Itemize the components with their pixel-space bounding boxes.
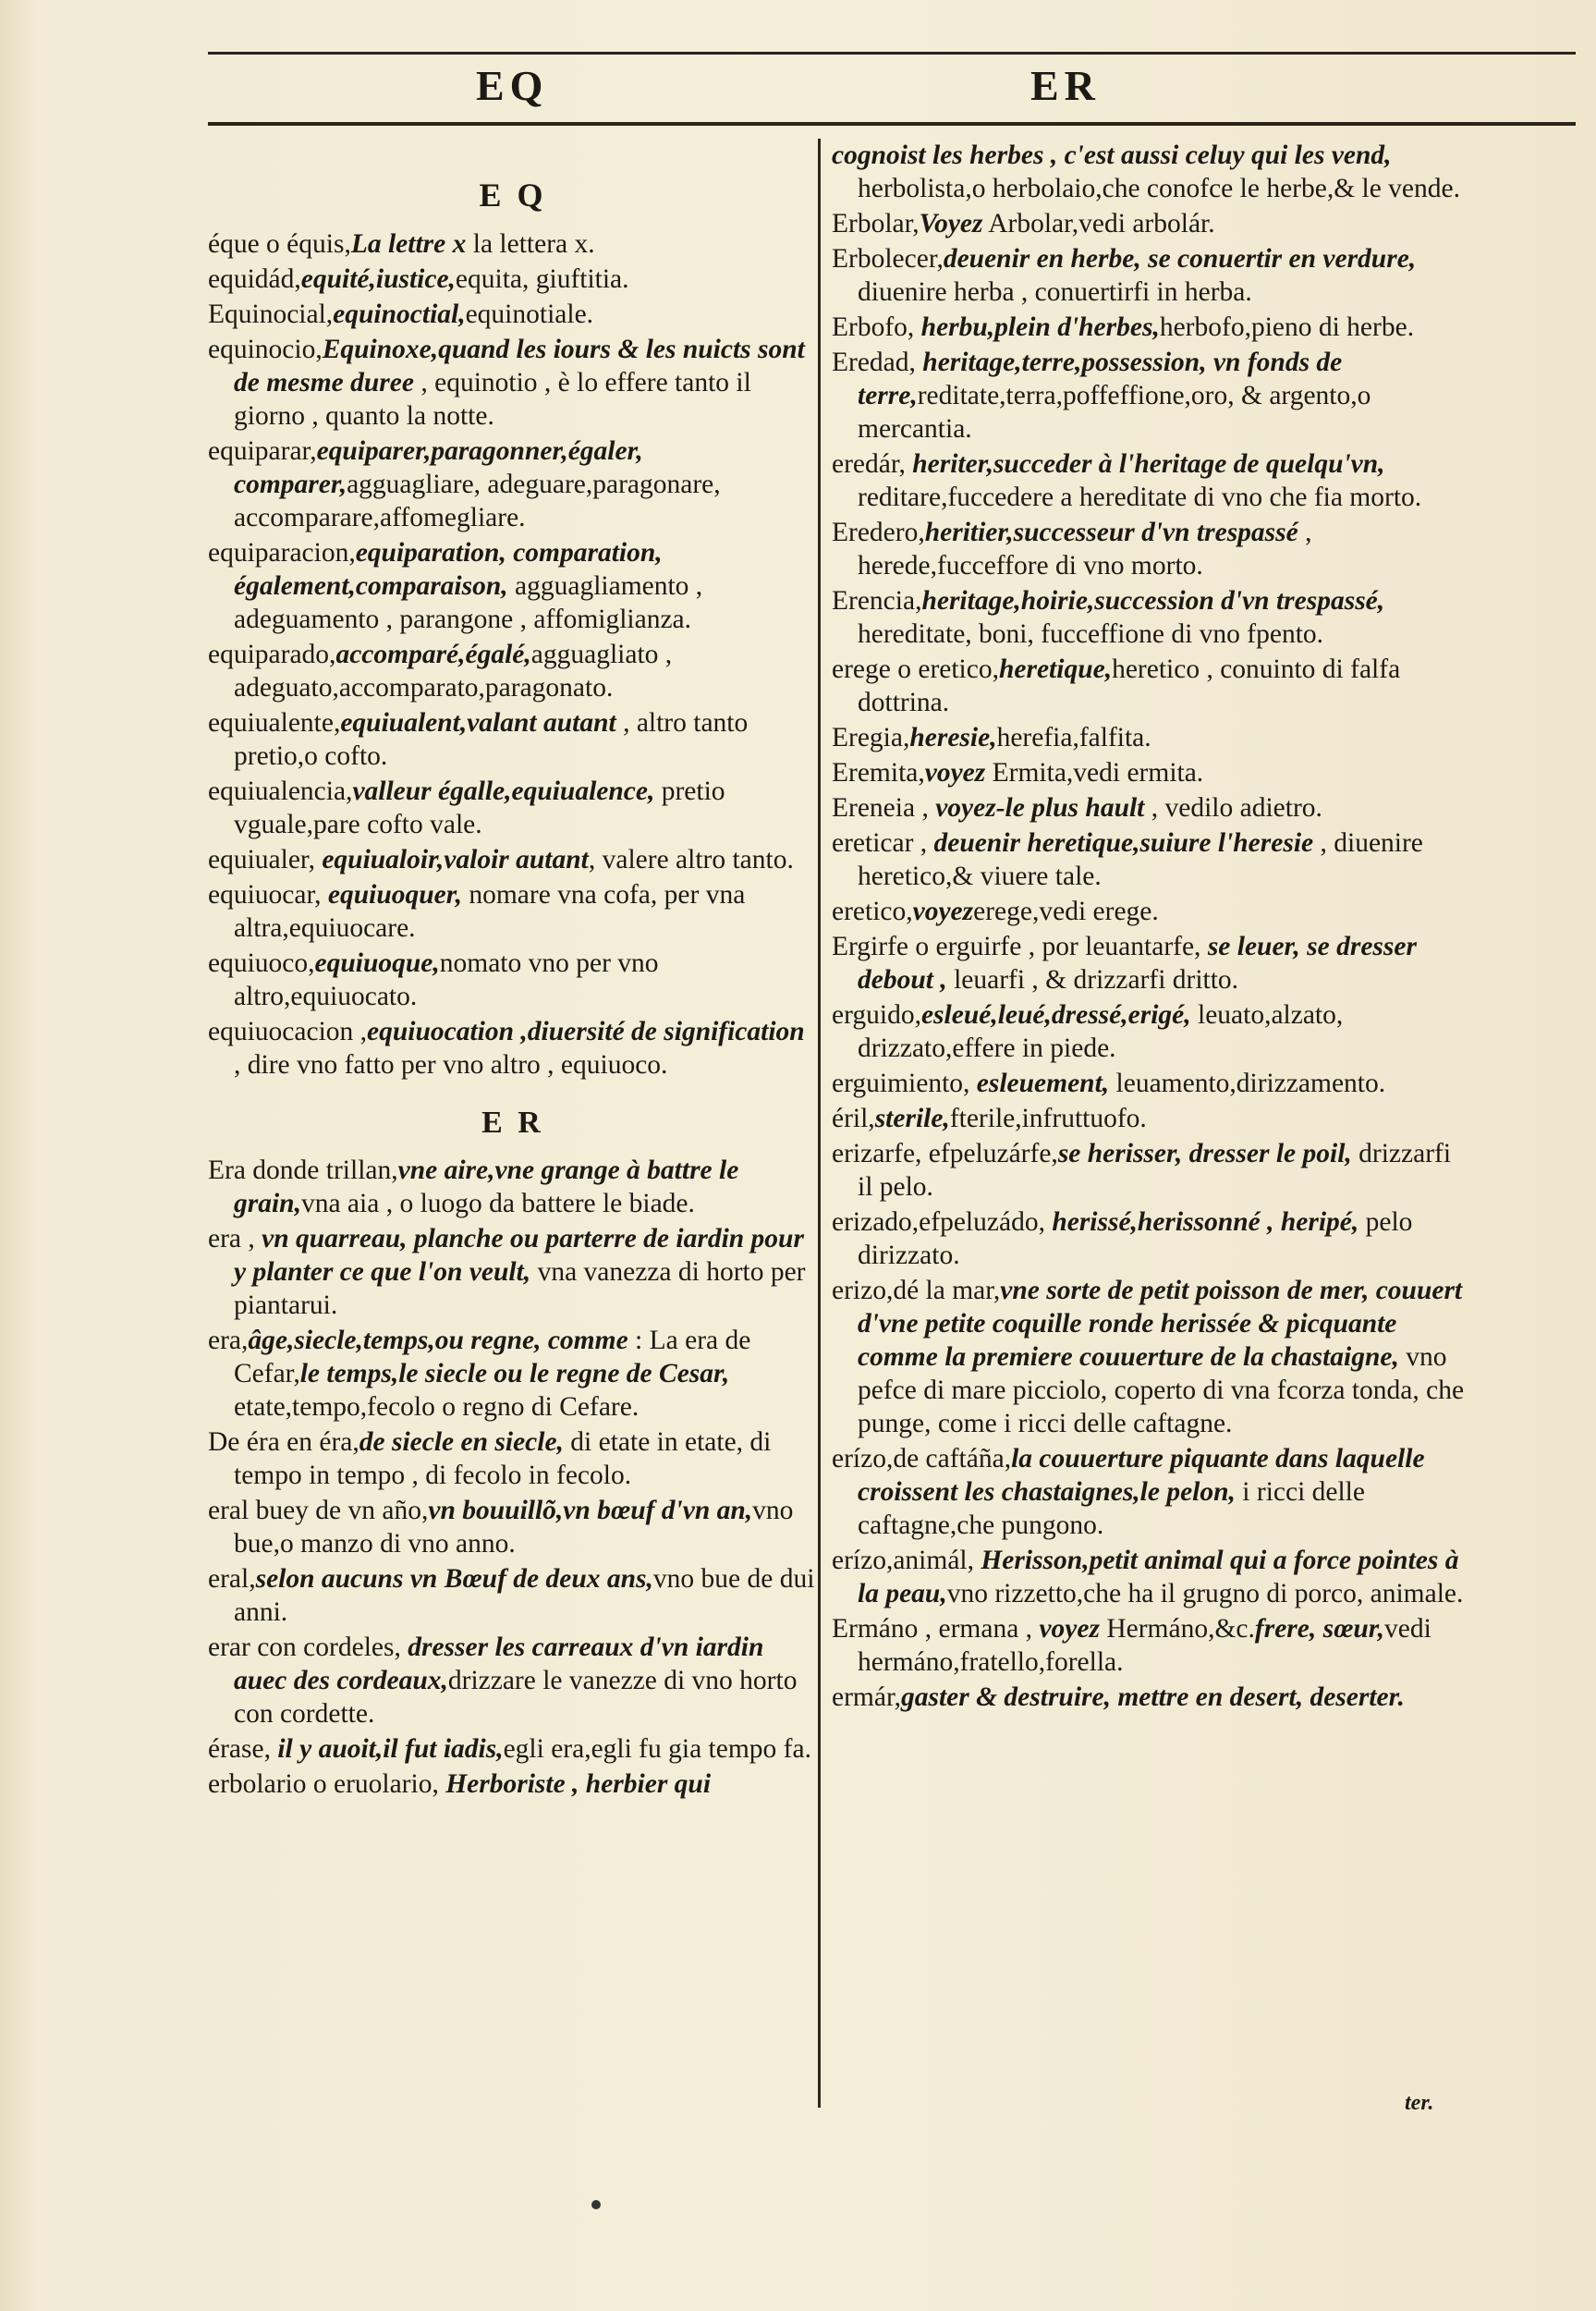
french-gloss: âge,siecle,temps,ou regne, comme	[248, 1326, 628, 1355]
dictionary-entry	[208, 947, 818, 1013]
dictionary-entry	[832, 242, 1469, 309]
french-gloss: il y auoit,il fut iadis,	[277, 1734, 504, 1764]
french-gloss: de siecle en siecle,	[359, 1427, 564, 1457]
dictionary-entry	[832, 1274, 1469, 1440]
entry-text: érase,	[208, 1734, 278, 1764]
entry-text: equinotiale.	[465, 300, 594, 329]
entry-text: Erbolecer,	[832, 244, 944, 274]
french-gloss: equiuoquer,	[327, 880, 462, 910]
entry-text: Arbolar,vedi arbolár.	[982, 209, 1215, 238]
running-head	[208, 46, 1576, 139]
entry-text: Hermáno,&c.	[1099, 1614, 1255, 1644]
french-gloss: cognoist les herbes , c'est aussi celuy qui les vend,	[832, 141, 1392, 170]
entry-text: eral buey de vn año,	[208, 1496, 429, 1525]
entry-text: vno pefce di mare picciolo, coperto di vna fcorza tonda, che punge, come i ricci delle caftagne.	[858, 1342, 1465, 1438]
entry-text: , herede,fucceffore di vno morto.	[858, 518, 1312, 581]
entry-text: vno bue de dui anni.	[234, 1564, 815, 1627]
dictionary-entry	[208, 878, 818, 945]
entry-text: heretico , conuinto di falfa dottrina.	[858, 654, 1401, 717]
entry-text: ereticar ,	[832, 828, 934, 858]
french-gloss: herissé,herissonné , heripé,	[1052, 1207, 1359, 1237]
entry-text: vna aia , o luogo da battere le biade.	[300, 1189, 695, 1218]
section-heading: E R	[481, 1106, 544, 1140]
dictionary-entry	[832, 998, 1469, 1065]
entry-text: hereditate, boni, fucceffione di vno fpento.	[858, 619, 1324, 649]
right-column	[832, 139, 1469, 1716]
french-gloss: le temps,le siecle ou le regne de Cesar,	[299, 1359, 730, 1388]
entry-text: , dire vno fatto per vno altro , equiuoco.	[234, 1050, 668, 1080]
french-gloss: equité,iustice,	[300, 264, 456, 294]
dictionary-entry	[832, 139, 1469, 205]
entry-text: erizado,efpeluzádo,	[832, 1207, 1053, 1237]
entry-text: nomato vno per vno altro,equiuocato.	[234, 948, 659, 1011]
entry-text: leuato,alzato, drizzato,effere in piede.	[858, 1000, 1344, 1063]
dictionary-entry	[208, 536, 818, 636]
dictionary-entry	[832, 1205, 1469, 1272]
entry-text: herbofo,pieno di herbe.	[1159, 312, 1415, 342]
french-gloss: vn quarreau, planche ou parterre de iardin pour y planter ce que l'on veult,	[234, 1224, 804, 1287]
entry-text: , altro tanto pretio,o cofto.	[234, 708, 749, 771]
french-gloss: deuenir en herbe, se conuertir en verdure,	[943, 244, 1417, 274]
entry-text: Eregia,	[832, 723, 910, 752]
french-gloss: la couuerture piquante dans laquelle croissent les chastaignes,le pelon,	[858, 1444, 1425, 1507]
entry-text: Ermita,vedi ermita.	[985, 758, 1204, 788]
entry-text: era ,	[208, 1224, 262, 1253]
entry-text: agguagliare, adeguare,paragonare, accomparare,affomegliare.	[234, 470, 721, 532]
dictionary-entry	[208, 1425, 818, 1492]
french-gloss: Herisson,petit animal qui a force pointes à la peau,	[858, 1546, 1459, 1608]
dictionary-entry	[832, 826, 1469, 893]
entry-text: equidád,	[208, 264, 301, 294]
dictionary-entry	[208, 843, 818, 876]
dictionary-entry	[208, 1767, 818, 1801]
french-gloss: herbu,plein d'herbes,	[920, 312, 1160, 342]
entry-text: vno bue,o manzo di vno anno.	[234, 1496, 794, 1559]
french-gloss: voyez	[1039, 1614, 1100, 1644]
french-gloss: heritage,terre,possession, vn fonds de terre,	[858, 348, 1343, 410]
dictionary-entry	[832, 895, 1469, 928]
french-gloss: heritage,hoirie,succession d'vn trespassé,	[921, 586, 1385, 616]
dictionary-entry	[832, 930, 1469, 997]
dictionary-entry	[832, 791, 1469, 825]
entry-text: reditate,terra,poffeffione,oro, & argento,o mercantia.	[858, 381, 1371, 444]
french-gloss: equiparation, comparation, également,comparaison,	[234, 538, 663, 601]
entry-text: eral,	[208, 1564, 256, 1594]
entry-text: agguagliamento , adeguamento , parangone , affomiglianza.	[234, 571, 703, 634]
entry-text: erege o eretico,	[832, 654, 999, 684]
entry-text: De éra en éra,	[208, 1427, 359, 1457]
dictionary-entry	[208, 434, 818, 534]
entry-text: equiparacion,	[208, 538, 356, 568]
entry-text: vno rizzetto,che ha il grugno di porco, animale.	[946, 1579, 1464, 1608]
french-gloss: valleur égalle,equiualence,	[352, 776, 655, 806]
french-gloss: se leuer, se dresser debout ,	[858, 932, 1417, 995]
entry-text: Eredad,	[832, 348, 923, 377]
dictionary-entry	[208, 1494, 818, 1560]
entry-text: era,	[208, 1326, 249, 1355]
entry-text: ermár,	[832, 1682, 901, 1712]
entry-text: , vedilo adietro.	[1144, 793, 1322, 823]
page-dot	[591, 2200, 601, 2209]
french-gloss: equiualent,valant autant	[340, 708, 616, 738]
french-gloss: Herboriste , herbier qui	[445, 1769, 712, 1799]
french-gloss: se herisser, dresser le poil,	[1057, 1139, 1352, 1168]
entry-text: Equinocial,	[208, 300, 334, 329]
dictionary-entry	[208, 333, 818, 433]
entry-text: Ereneia ,	[832, 793, 936, 823]
entry-text: erizo,dé la mar,	[832, 1276, 1001, 1305]
dictionary-entry	[832, 1544, 1469, 1610]
top-rule	[208, 52, 1576, 55]
entry-text: erizarfe, efpeluzárfe,	[832, 1139, 1058, 1168]
entry-text: erege,vedi erege.	[973, 897, 1159, 926]
french-gloss: heresie,	[909, 723, 997, 752]
entry-text: equita, giuftitia.	[455, 264, 629, 294]
entry-text: equiparado,	[208, 640, 336, 669]
running-head-left: EQ	[476, 62, 549, 109]
entry-text: , diuenire heretico,& viuere tale.	[858, 828, 1423, 891]
entry-text: diuenire herba , conuertirfi in herba.	[858, 277, 1252, 307]
entry-text: Era donde trillan,	[208, 1156, 398, 1185]
dictionary-entry	[208, 227, 818, 261]
entry-text: Erencia,	[832, 586, 922, 616]
dictionary-entry	[208, 775, 818, 841]
entry-text: drizzarfi il pelo.	[858, 1139, 1452, 1202]
entry-text: la lettera x.	[466, 229, 595, 259]
entry-text: Ergirfe o erguirfe , por leuantarfe,	[832, 932, 1208, 961]
entry-text: pelo dirizzato.	[858, 1207, 1413, 1270]
entry-text: leuarfi , & drizzarfi dritto.	[946, 965, 1239, 995]
entry-text: drizzare le vanezze di vno horto con cordette.	[234, 1666, 798, 1729]
entry-text: vna vanezza di horto per piantarui.	[234, 1257, 806, 1320]
entry-text: , equinotio , è lo effere tanto il giorno , quanto la notte.	[234, 368, 751, 431]
french-gloss: La lettre x	[350, 229, 467, 259]
dictionary-entry	[832, 584, 1469, 651]
dictionary-entry	[832, 1102, 1469, 1135]
entry-text: agguagliato , adeguato,accomparato,paragonato.	[234, 640, 673, 703]
french-gloss: Equinoxe,quand les iours & les nuicts sont de mesme duree	[234, 335, 805, 397]
entry-text: éque o équis,	[208, 229, 351, 259]
bottom-rule	[208, 122, 1576, 126]
french-gloss: dresser les carreaux d'vn iardin auec des cordeaux,	[234, 1632, 764, 1695]
french-gloss: esleuement,	[976, 1069, 1110, 1098]
entry-text: Ermáno , ermana ,	[832, 1614, 1040, 1644]
entry-text: eretico,	[832, 897, 913, 926]
entry-text: nomare vna cofa, per vna altra,equiuocare.	[234, 880, 746, 943]
entry-text: equiualer,	[208, 845, 323, 874]
french-gloss: equiparer,paragonner,égaler, comparer,	[234, 436, 643, 499]
entry-text: erízo,animál,	[832, 1546, 981, 1575]
entry-text: equiualencia,	[208, 776, 353, 806]
dictionary-entry	[832, 756, 1469, 789]
entry-text: reditare,fuccedere a hereditate di vno che fia morto.	[858, 483, 1422, 512]
dictionary-entry	[832, 346, 1469, 446]
french-gloss: heriter,succeder à l'heritage de quelqu'vn,	[912, 449, 1385, 479]
entry-text: leuamento,dirizzamento.	[1109, 1069, 1386, 1098]
french-gloss: frere, sœur,	[1254, 1614, 1385, 1644]
french-gloss: equiuoque,	[314, 948, 440, 978]
entry-text: Erbofo,	[832, 312, 921, 342]
entry-text: equiuocacion ,	[208, 1017, 368, 1046]
dictionary-entry	[208, 1015, 818, 1082]
french-gloss: voyez-le plus hault	[935, 793, 1145, 823]
french-gloss: equiualoir,valoir autant	[322, 845, 589, 874]
french-gloss: accomparé,égalé,	[335, 640, 531, 669]
dictionary-entry	[832, 1612, 1469, 1679]
entry-text: erar con cordeles,	[208, 1632, 408, 1662]
entry-text: equinocio,	[208, 335, 323, 364]
entry-text: erízo,de caftáña,	[832, 1444, 1012, 1473]
entry-text: herefia,falfita.	[996, 723, 1151, 752]
french-gloss: voyez	[912, 897, 974, 926]
entry-text: Eredero,	[832, 518, 925, 547]
french-gloss: equiuocation ,diuersité de signification	[367, 1017, 805, 1046]
entry-text: vedi hermáno,fratello,forella.	[858, 1614, 1432, 1677]
french-gloss: gaster & destruire, mettre en desert, deserter.	[900, 1682, 1405, 1712]
entry-text: equiuoco,	[208, 948, 315, 978]
french-gloss: vne aire,vne grange à battre le grain,	[234, 1156, 739, 1218]
dictionary-entry	[832, 1681, 1469, 1714]
entry-text: equiualente,	[208, 708, 341, 738]
entry-text: equiparar,	[208, 436, 317, 466]
dictionary-entry	[208, 1324, 818, 1424]
entry-text: erguimiento,	[832, 1069, 977, 1098]
dictionary-entry	[832, 207, 1469, 240]
french-gloss: Voyez	[919, 209, 983, 238]
left-column	[208, 139, 818, 1803]
catchword: ter.	[1405, 2091, 1434, 2115]
entry-text: pretio vguale,pare cofto vale.	[234, 776, 725, 839]
entry-text: di etate in etate, di tempo in tempo , di fecolo in fecolo.	[234, 1427, 772, 1490]
french-gloss: vn bouuillõ,vn bœuf d'vn an,	[428, 1496, 753, 1525]
french-gloss: heritier,successeur d'vn trespassé	[924, 518, 1298, 547]
dictionary-entry	[208, 1631, 818, 1730]
dictionary-entry	[832, 721, 1469, 754]
french-gloss: voyez	[924, 758, 986, 788]
french-gloss: sterile,	[874, 1104, 950, 1133]
dictionary-entry	[208, 298, 818, 331]
dictionary-entry	[832, 1442, 1469, 1542]
entry-text: equiuocar,	[208, 880, 328, 910]
entry-text: etate,tempo,fecolo o regno di Cefare.	[234, 1392, 640, 1422]
french-gloss: equinoctial,	[333, 300, 466, 329]
entry-text: i ricci delle caftagne,che pungono.	[858, 1477, 1365, 1540]
dictionary-entry	[208, 1732, 818, 1766]
dictionary-entry	[208, 1154, 818, 1220]
section-heading: E Q	[479, 177, 547, 214]
dictionary-entry	[208, 706, 818, 773]
entry-text: erbolario o eruolario,	[208, 1769, 446, 1799]
dictionary-entry	[208, 263, 818, 296]
dictionary-entry	[832, 653, 1469, 719]
running-head-right: ER	[1030, 62, 1101, 109]
entry-text: eredár,	[832, 449, 913, 479]
french-gloss: selon aucuns vn Bœuf de deux ans,	[255, 1564, 653, 1594]
french-gloss: vne sorte de petit poisson de mer, couuert d'vne petite coquille ronde herissée & picquante comme la premiere couuerture de la chastaigne,	[858, 1276, 1463, 1372]
entry-text: Erbolar,	[832, 209, 920, 238]
dictionary-entry	[832, 311, 1469, 344]
entry-text: : La era de Cefar,	[234, 1326, 751, 1388]
dictionary-entry	[208, 638, 818, 704]
french-gloss: heretique,	[998, 654, 1113, 684]
french-gloss: deuenir heretique,suiure l'heresie	[933, 828, 1314, 858]
dictionary-entry	[208, 1562, 818, 1629]
dictionary-entry	[832, 447, 1469, 514]
entry-text: herbolista,o herbolaio,che conofce le herbe,& le vende.	[858, 174, 1460, 203]
french-gloss: esleué,leué,dressé,erigé,	[920, 1000, 1191, 1030]
entry-text: Eremita,	[832, 758, 925, 788]
column-divider	[818, 139, 821, 2108]
dictionary-entry	[832, 1067, 1469, 1100]
dictionary-entry	[208, 1222, 818, 1322]
entry-text: erguido,	[832, 1000, 921, 1030]
dictionary-entry	[832, 516, 1469, 582]
entry-text: , valere altro tanto.	[588, 845, 794, 874]
entry-text: éril,	[832, 1104, 875, 1133]
entry-text: fterile,infruttuofo.	[949, 1104, 1147, 1133]
dictionary-entry	[832, 1137, 1469, 1204]
entry-text: egli era,egli fu gia tempo fa.	[503, 1734, 811, 1764]
